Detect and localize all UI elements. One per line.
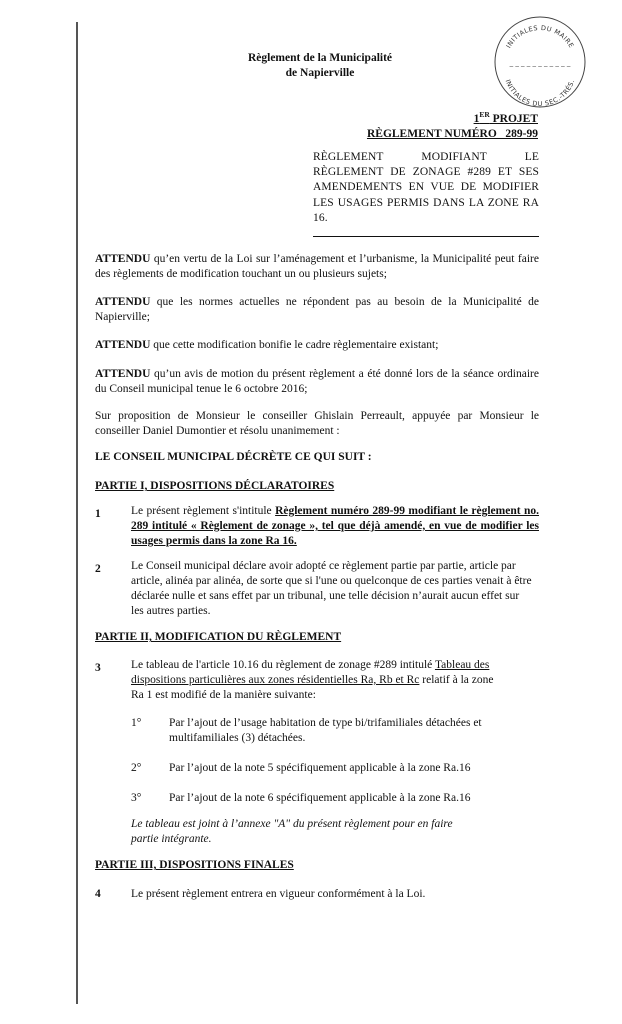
svg-text:INITIALES DU SEC.-TRÉS.: [504, 78, 577, 108]
title-line-1: Règlement de la Municipalité: [247, 52, 393, 64]
description-rule: [313, 236, 539, 237]
article-3-body: [131, 658, 503, 703]
municipality-title: [160, 51, 480, 81]
attendu-4: [95, 367, 539, 397]
project-heading: [320, 110, 538, 142]
attendu-2: [95, 295, 539, 325]
article-3-intro: Le tableau de l'article 10.16 du règlement de zonage #289 intitulé: [131, 659, 435, 671]
article-3-item-3-text: Par l’ajout de la note 6 spécifiquement applicable à la zone Ra.16: [169, 792, 471, 804]
svg-text:INITIALES DU MAIRE: [504, 24, 575, 50]
attendu-keyword: ATTENDU: [95, 368, 151, 380]
article-4-number: 4: [95, 888, 101, 900]
attendu-text: qu’en vertu de la Loi sur l’aménagement et l’urbanisme, la Municipalité peut faire des règlements de modification touchant un ou plusieurs sujets;: [95, 253, 539, 280]
article-1-body: [131, 504, 539, 549]
proposition-paragraph: Sur proposition de Monsieur le conseiller Ghislain Perreault, appuyée par Monsieur le conseiller Daniel Dumontier et résolu unanimement :: [95, 410, 539, 437]
attendu-keyword: ATTENDU: [95, 296, 151, 308]
project-number: 1: [473, 112, 480, 125]
article-1-title: Règlement numéro 289-99 modifiant le règlement no. 289 intitulé « Règlement de zonage », tel que déjà amendé, en vue de modifier les usages permis dans la zone Ra 16.: [131, 505, 539, 547]
attendu-text: que les normes actuelles ne répondent pas au besoin de la Municipalité de Napierville;: [95, 296, 539, 323]
initials-stamp: [492, 14, 588, 110]
article-1-number: 1: [95, 508, 101, 520]
article-2-body: Le Conseil municipal déclare avoir adopté ce règlement partie par partie, article par article, alinéa par alinéa, de sorte que si l'une ou quelconque de ces parties venait à être déclarée nulle et sans effet par un tribunal, une telle décision n’aurait aucun effet sur les autres parties.: [131, 560, 532, 617]
attendu-3: [95, 338, 539, 353]
reglement-number: RÈGLEMENT NUMÉRO 289-99: [366, 127, 538, 140]
left-margin-line: [76, 22, 78, 1004]
partie-3-heading: PARTIE III, DISPOSITIONS FINALES: [95, 859, 294, 871]
article-3-item-3-number: 3°: [131, 792, 142, 804]
article-1-intro: Le présent règlement s'intitule: [131, 505, 276, 517]
article-3-item-1-text: Par l’ajout de l’usage habitation de type bi/trifamiliales détachées et multifamiliales (3) détachées.: [169, 717, 482, 744]
article-3-item-1-number: 1°: [131, 717, 142, 729]
article-2-number: 2: [95, 563, 101, 575]
attendu-1: [95, 252, 539, 282]
partie-1-heading: PARTIE I, DISPOSITIONS DÉCLARATOIRES: [95, 480, 335, 492]
article-3-outro: relatif à la zone Ra 1 est modifié de la manière suivante:: [131, 673, 494, 701]
attendu-keyword: ATTENDU: [95, 253, 151, 265]
article-3-item-2-text: Par l’ajout de la note 5 spécifiquement applicable à la zone Ra.16: [169, 762, 471, 774]
attendu-text: que cette modification bonifie le cadre règlementaire existant;: [150, 339, 439, 351]
decree-heading: LE CONSEIL MUNICIPAL DÉCRÈTE CE QUI SUIT :: [95, 451, 372, 463]
article-3-table-title: Tableau des dispositions particulières aux zones résidentielles Ra, Rb et Rc: [131, 659, 490, 686]
attendu-keyword: ATTENDU: [95, 339, 151, 351]
article-3-note: Le tableau est joint à l’annexe "A" du présent règlement pour en faire partie intégrante.: [131, 818, 453, 845]
title-line-2: de Napierville: [285, 66, 355, 79]
article-4-body: Le présent règlement entrera en vigueur conformément à la Loi.: [131, 888, 426, 900]
reglement-description: RÈGLEMENT MODIFIANT LE RÈGLEMENT DE ZONAGE #289 ET SES AMENDEMENTS EN VUE DE MODIFIER LES USAGES PERMIS DANS LA ZONE RA 16.: [313, 151, 539, 224]
stamp-blank: _ _ _ _ _ _ _ _ _ _ _: [509, 59, 571, 67]
project-word: PROJET: [489, 112, 538, 125]
partie-2-heading: PARTIE II, MODIFICATION DU RÈGLEMENT: [95, 631, 342, 643]
project-sup: ER: [479, 110, 490, 119]
stamp-top-text: INITIALES DU MAIRE: [504, 23, 576, 50]
project-label: [320, 110, 538, 127]
article-3-item-2-number: 2°: [131, 762, 142, 774]
attendu-text: qu’un avis de motion du présent règlement a été donné lors de la séance ordinaire du Conseil municipal tenue le 6 octobre 2016;: [95, 368, 539, 395]
stamp-bottom-text: INITIALES DU SEC.-TRÉS.: [503, 78, 577, 109]
article-3-number: 3: [95, 662, 101, 674]
